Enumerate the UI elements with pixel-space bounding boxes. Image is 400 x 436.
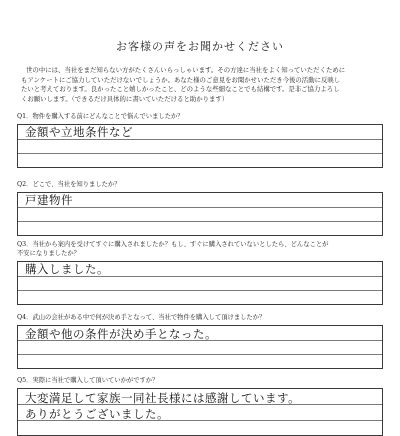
answer-line: 戸建物件 bbox=[25, 193, 73, 207]
intro-line: 世の中には、当社をまだ知らない方がたくさんいらっしゃいます。その方達に当社をよく知っていただくために bbox=[26, 66, 346, 74]
answer-line: 金額や他の条件が決め手となった。 bbox=[25, 327, 217, 341]
question-1 bbox=[17, 112, 383, 168]
answer-box bbox=[17, 325, 383, 369]
page-title: お客様の声をお聞かせください bbox=[116, 40, 284, 53]
question-5 bbox=[17, 376, 383, 436]
answer-line: 大変満足して家族一同社長様には感謝しています。 bbox=[25, 391, 301, 405]
answer-box bbox=[17, 261, 383, 305]
question-3 bbox=[17, 240, 383, 305]
question-label: Q1．物件を購入する前にどんなことで悩んでいましたか？ bbox=[17, 113, 184, 120]
question-label: Q4．武山の会社がある中で何が決め手となって、当社で物件を購入して頂けましたか？ bbox=[17, 314, 266, 321]
answer-line: ありがとうございました。 bbox=[25, 407, 169, 421]
intro-line: くお願いします。（できるだけ具体的に書いていただけると助かります） bbox=[21, 94, 229, 103]
question-label: Q2．どこで、当社を知りましたか？ bbox=[17, 181, 121, 188]
question-4 bbox=[17, 313, 383, 369]
intro-line: たいと考えております。良かったこと嬉しかったこと、どのような些細なことでも結構です。是非ご協力よろし bbox=[21, 85, 340, 94]
question-label: Q5．実際に当社で購入して頂いていかがですか？ bbox=[17, 377, 159, 384]
intro-line: もアンケートにご協力していただけないでしょうか。あなた様のご意見をお聞かせいただき今後の活動に反映し bbox=[21, 75, 341, 84]
answer-box bbox=[17, 124, 383, 168]
question-2 bbox=[17, 180, 383, 236]
answer-box bbox=[17, 192, 383, 236]
answer-box bbox=[17, 388, 383, 436]
answer-line: 金額や立地条件など bbox=[25, 125, 133, 139]
question-label: Q3．当社から案内を受けてすぐに購入されましたか？もし、すぐに購入されていないとしたら、どんなことが 不安になりましたか？ bbox=[17, 241, 329, 257]
answer-line: 購入しました。 bbox=[25, 262, 109, 276]
